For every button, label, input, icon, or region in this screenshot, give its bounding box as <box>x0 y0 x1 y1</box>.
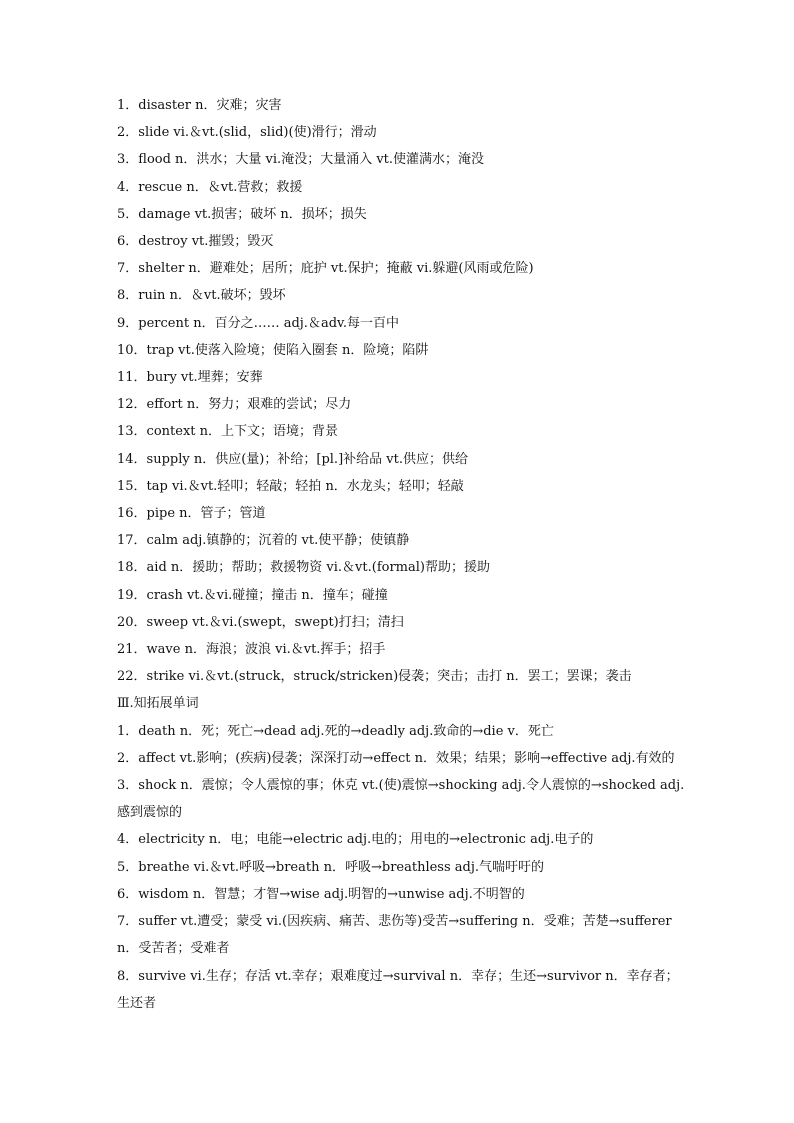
extend-line-4: 4．electricity n．电；电能→electric adj.电的；用电的→electronic adj.电子的 <box>117 832 594 848</box>
vocab-line-10: 10．trap vt.使落入险境；使陷入圈套 n．险境；陷阱 <box>117 342 429 358</box>
vocab-line-12: 12．effort n．努力；艰难的尝试；尽力 <box>117 397 352 413</box>
extend-line-8: 8．survive vi.生存；存活 vt.幸存；艰难度过→survival n．幸存；生还→survivor n．幸存者；生还者 <box>117 968 679 1011</box>
section-title-extend-words: Ⅲ.知拓展单词 <box>117 696 199 712</box>
vocab-line-20: 20．sweep vt.＆vi.(swept，swept)打扫；清扫 <box>117 614 404 630</box>
extend-line-1: 1．death n．死；死亡→dead adj.死的→deadly adj.致命的→die v．死亡 <box>117 723 554 739</box>
extend-line-6: 6．wisdom n．智慧；才智→wise adj.明智的→unwise adj.不明智的 <box>117 886 525 902</box>
vocab-line-2: 2．slide vi.＆vt.(slid，slid)(使)滑行；滑动 <box>117 125 377 141</box>
vocab-line-22: 22．strike vi.＆vt.(struck，struck/stricken)侵袭；突击；击打 n．罢工；罢课；袭击 <box>117 669 632 685</box>
vocab-line-21: 21．wave n．海浪；波浪 vi.＆vt.挥手；招手 <box>117 642 386 658</box>
vocab-line-8: 8．ruin n．＆vt.破坏；毁坏 <box>117 288 286 304</box>
extend-line-7: 7．suffer vt.遭受；蒙受 vi.(因疾病、痛苦、悲伤等)受苦→suffering n．受难；苦楚→sufferer n．受苦者；受难者 <box>117 914 672 957</box>
extend-line-5: 5．breathe vi.＆vt.呼吸→breath n．呼吸→breathless adj.气喘吁吁的 <box>117 859 545 875</box>
extend-line-3: 3．shock n．震惊；令人震惊的事；休克 vt.(使)震惊→shocking adj.令人震惊的→shocked adj.感到震惊的 <box>117 778 685 821</box>
vocab-line-16: 16．pipe n．管子；管道 <box>117 506 266 522</box>
vocab-line-3: 3．flood n．洪水；大量 vi.淹没；大量涌入 vt.使灌满水；淹没 <box>117 152 485 168</box>
vocab-line-7: 7．shelter n．避难处；居所；庇护 vt.保护；掩蔽 vi.躲避(风雨或危险) <box>117 261 534 277</box>
extend-line-2: 2．affect vt.影响；(疾病)侵袭；深深打动→effect n．效果；结果；影响→effective adj.有效的 <box>117 750 675 766</box>
vocab-line-9: 9．percent n．百分之…… adj.＆adv.每一百中 <box>117 315 399 331</box>
vocab-line-17: 17．calm adj.镇静的；沉着的 vt.使平静；使镇静 <box>117 533 410 549</box>
vocab-line-5: 5．damage vt.损害；破坏 n．损坏；损失 <box>117 206 367 222</box>
vocab-line-4: 4．rescue n．＆vt.营救；救援 <box>117 179 303 195</box>
vocab-line-11: 11．bury vt.埋葬；安葬 <box>117 370 263 386</box>
vocab-line-14: 14．supply n．供应(量)；补给；[pl.]补给品 vt.供应；供给 <box>117 451 468 467</box>
vocab-line-1: 1．disaster n．灾难；灾害 <box>117 98 282 113</box>
vocab-line-18: 18．aid n．援助；帮助；救援物资 vi.＆vt.(formal)帮助；援助 <box>117 560 490 576</box>
vocab-line-13: 13．context n．上下文；语境；背景 <box>117 424 339 440</box>
vocabulary-page <box>117 92 687 1017</box>
vocab-line-15: 15．tap vi.＆vt.轻叩；轻敲；轻拍 n．水龙头；轻叩；轻敲 <box>117 478 464 494</box>
vocab-line-19: 19．crash vt.＆vi.碰撞；撞击 n．撞车；碰撞 <box>117 587 388 603</box>
vocab-line-6: 6．destroy vt.摧毁；毁灭 <box>117 234 274 250</box>
